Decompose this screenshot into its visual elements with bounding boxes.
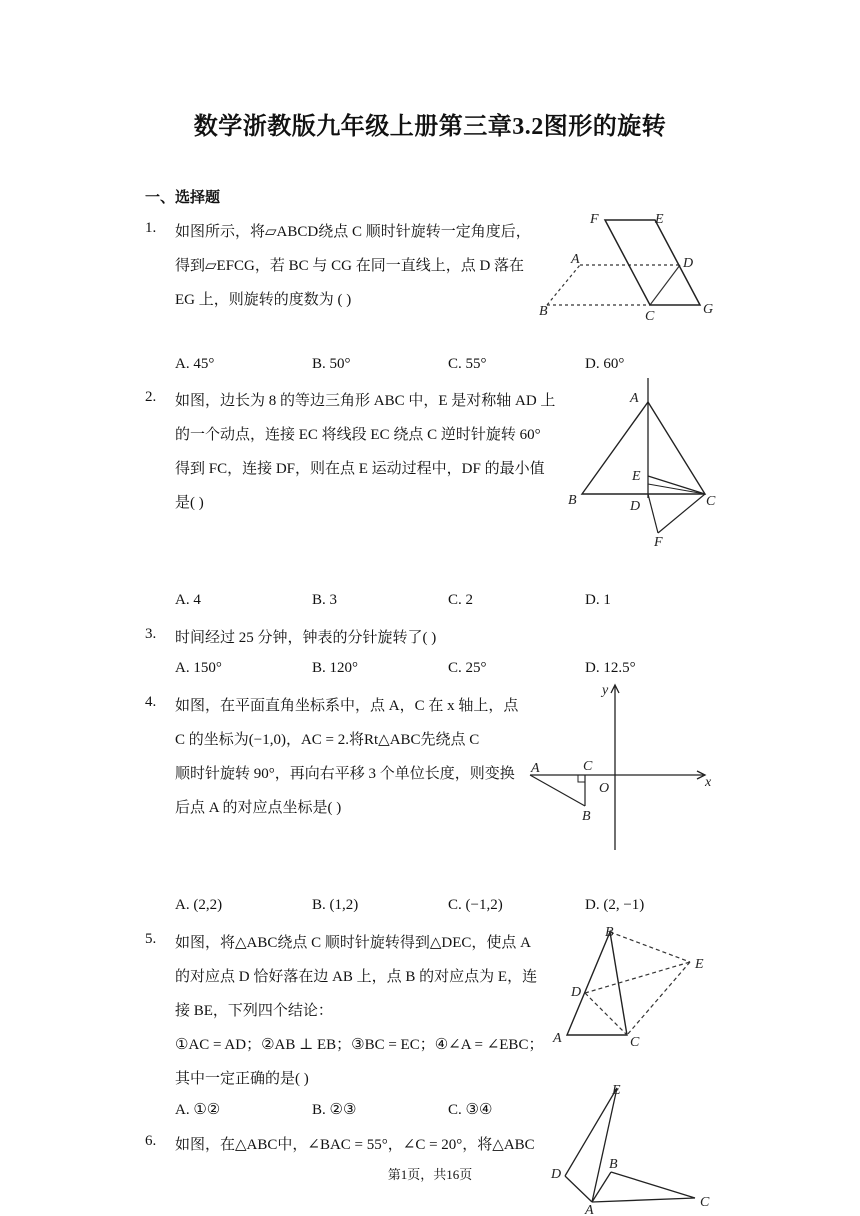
option-b[interactable]: B. 3 <box>312 592 338 608</box>
figure-label: x <box>705 775 712 790</box>
option-d[interactable]: D. (2, −1) <box>585 897 645 913</box>
question-text: 如图，边长为 8 的等边三角形 ABC 中，E 是对称轴 AD 上 <box>175 393 556 409</box>
figure-label: B <box>568 493 577 508</box>
question-text: 的一个动点，连接 EC 将线段 EC 绕点 C 逆时针旋转 60° <box>175 427 541 443</box>
figure-label: B <box>605 925 614 940</box>
question-text: 得到 FC，连接 DF，则在点 E 运动过程中，DF 的最小值 <box>175 461 545 477</box>
figure-label: y <box>602 683 609 698</box>
option-a[interactable]: A. 4 <box>175 592 201 608</box>
option-c[interactable]: C. 25° <box>448 660 487 676</box>
page-title: 数学浙教版九年级上册第三章3.2图形的旋转 <box>193 114 667 140</box>
figure-label: E <box>655 212 664 227</box>
option-b[interactable]: B. ②③ <box>312 1102 357 1118</box>
figure-label: A <box>585 1203 594 1216</box>
question-number: 5. <box>145 931 157 947</box>
question-text: 是( ) <box>175 495 204 511</box>
question-number: 3. <box>145 626 157 642</box>
question-text: 得到▱EFCG，若 BC 与 CG 在同一直线上，点 D 落在 <box>175 258 525 274</box>
question-number: 1. <box>145 220 157 236</box>
option-c[interactable]: C. ③④ <box>448 1102 493 1118</box>
figure-label: O <box>599 781 610 796</box>
figure-label: D <box>551 1167 562 1182</box>
question-text: C 的坐标为(−1,0)，AC = 2.将Rt△ABC先绕点 C <box>175 732 480 748</box>
figure-label: C <box>700 1195 710 1210</box>
question-number: 6. <box>145 1133 157 1149</box>
question-text: EG 上，则旋转的度数为 ( ) <box>175 292 352 308</box>
figure-triangle-rotation <box>545 920 715 1050</box>
option-d[interactable]: D. 1 <box>585 592 611 608</box>
figure-label: D <box>630 499 641 514</box>
figure-label: A <box>553 1031 562 1046</box>
figure-label: G <box>703 302 714 317</box>
figure-label: A <box>630 391 639 406</box>
question-text: 其中一定正确的是( ) <box>175 1071 309 1087</box>
question-text: 顺时针旋转 90°，再向右平移 3 个单位长度，则变换 <box>175 766 515 782</box>
question-text: 接 BE，下列四个结论： <box>175 1003 333 1019</box>
option-a[interactable]: A. 45° <box>175 356 215 372</box>
question-text: 如图所示，将▱ABCD绕点 C 顺时针旋转一定角度后， <box>175 224 531 240</box>
option-a[interactable]: A. 150° <box>175 660 222 676</box>
figure-label: F <box>654 535 663 550</box>
figure-label: D <box>571 985 582 1000</box>
figure-equilateral-triangle <box>560 378 730 550</box>
figure-label: F <box>590 212 599 227</box>
figure-label: C <box>706 494 716 509</box>
question-text: 如图，在△ABC中，∠BAC = 55°，∠C = 20°，将△ABC <box>175 1137 535 1153</box>
question-text: 如图，将△ABC绕点 C 顺时针旋转得到△DEC，使点 A <box>175 935 532 951</box>
question-text: 后点 A 的对应点坐标是( ) <box>175 800 342 816</box>
figure-label: C <box>645 309 655 324</box>
option-c[interactable]: C. (−1,2) <box>448 897 503 913</box>
question-text: 时间经过 25 分钟，钟表的分针旋转了( ) <box>175 630 437 646</box>
figure-label: C <box>583 759 593 774</box>
option-c[interactable]: C. 55° <box>448 356 487 372</box>
figure-label: B <box>539 304 548 319</box>
question-number: 4. <box>145 694 157 710</box>
question-text: ①AC = AD；②AB ⊥ EB；③BC = EC；④∠A = ∠EBC； <box>175 1037 544 1053</box>
option-b[interactable]: B. (1,2) <box>312 897 359 913</box>
page-footer: 第1页，共16页 <box>387 1167 473 1182</box>
figure-label: C <box>630 1035 640 1050</box>
figure-coordinate-plane <box>525 680 720 855</box>
figure-label: D <box>683 256 694 271</box>
figure-label: E <box>632 469 641 484</box>
option-b[interactable]: B. 50° <box>312 356 351 372</box>
question-text: 如图，在平面直角坐标系中，点 A，C 在 x 轴上，点 <box>175 698 519 714</box>
figure-label: A <box>531 761 540 776</box>
question-number: 2. <box>145 389 157 405</box>
figure-label: E <box>695 957 704 972</box>
figure-triangle-abc-rotation <box>545 1080 720 1216</box>
option-a[interactable]: A. ①② <box>175 1102 221 1118</box>
figure-label: E <box>612 1083 621 1098</box>
section-heading: 一、选择题 <box>145 190 221 206</box>
option-c[interactable]: C. 2 <box>448 592 474 608</box>
option-d[interactable]: D. 12.5° <box>585 660 636 676</box>
figure-parallelogram-rotation <box>535 205 725 325</box>
question-text: 的对应点 D 恰好落在边 AB 上，点 B 的对应点为 E，连 <box>175 969 538 985</box>
figure-label: A <box>571 252 580 267</box>
option-d[interactable]: D. 60° <box>585 356 625 372</box>
figure-label: B <box>582 809 591 824</box>
figure-label: B <box>609 1157 618 1172</box>
option-b[interactable]: B. 120° <box>312 660 359 676</box>
option-a[interactable]: A. (2,2) <box>175 897 223 913</box>
